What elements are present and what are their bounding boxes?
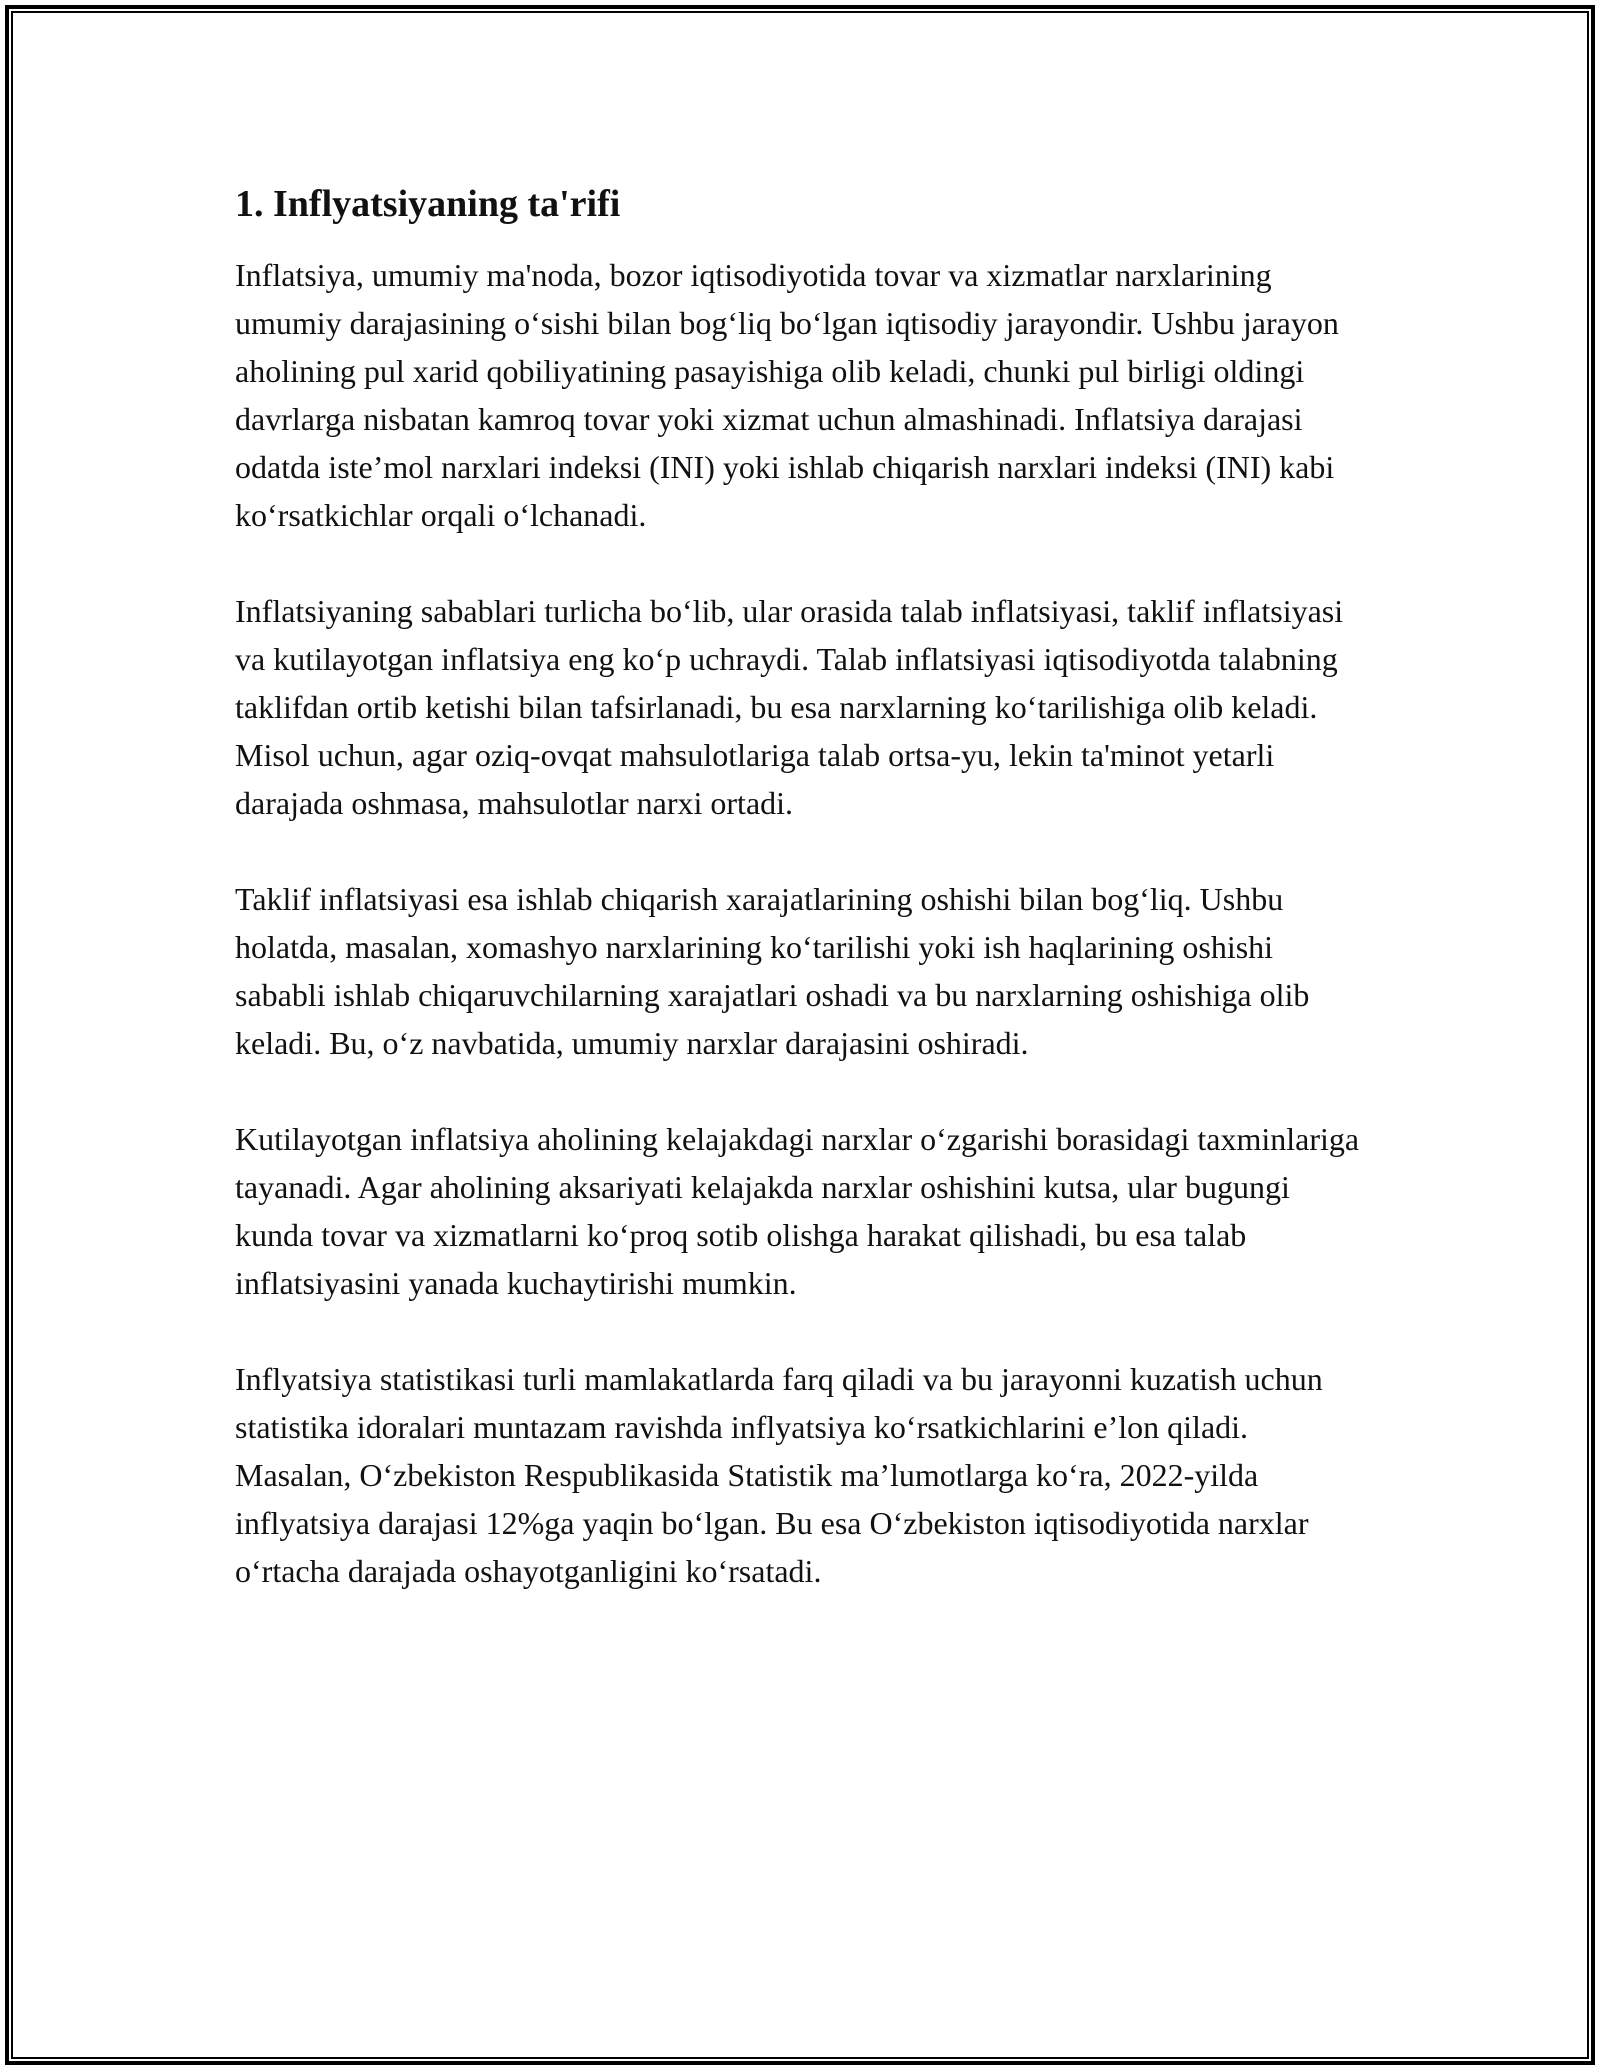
paragraph-expected-inflation: Kutilayotgan inflatsiya aholining kelajakdagi narxlar o‘zgarishi borasidagi taxminlariga tayanadi. Agar aholining aksariyati kelajakda narxlar oshishini kutsa, ular bugungi kunda tovar va xizmatlarni ko‘proq sotib olishga harakat qilishadi, bu esa talab inflatsiyasini yanada kuchaytirishi mumkin. [235,1121,1360,1302]
document-body [235,180,1370,1643]
paragraph-definition: Inflatsiya, umumiy ma'noda, bozor iqtisodiyotida tovar va xizmatlar narxlarining umumiy darajasining o‘sishi bilan bog‘liq bo‘lgan iqtisodiy jarayondir. Ushbu jarayon aholining pul xarid qobiliyatining pasayishiga olib keladi, chunki pul birligi oldingi davrlarga nisbatan kamroq tovar yoki xizmat uchun almashinadi. Inflatsiya darajasi odatda iste’mol narxlari indeksi (INI) yoki ishlab chiqarish narxlari indeksi (INI) kabi ko‘rsatkichlar orqali o‘lchanadi. [235,257,1339,534]
section-heading: 1. Inflyatsiyaning ta'rifi [235,183,621,225]
paragraph-statistics: Inflyatsiya statistikasi turli mamlakatlarda farq qiladi va bu jarayonni kuzatish uchun statistika idoralari muntazam ravishda inflyatsiya ko‘rsatkichlarini e’lon qiladi. Masalan, O‘zbekiston Respublikasida Statistik ma’lumotlarga ko‘ra, 2022-yilda inflyatsiya darajasi 12%ga yaqin bo‘lgan. Bu esa O‘zbekiston iqtisodiyotida narxlar o‘rtacha darajada oshayotganligini ko‘rsatadi. [235,1361,1323,1590]
paragraph-causes: Inflatsiyaning sabablari turlicha bo‘lib, ular orasida talab inflatsiyasi, taklif inflatsiyasi va kutilayotgan inflatsiya eng ko‘p uchraydi. Talab inflatsiyasi iqtisodiyotda talabning taklifdan ortib ketishi bilan tafsirlanadi, bu esa narxlarning ko‘tarilishiga olib keladi. Misol uchun, agar oziq-ovqat mahsulotlariga talab ortsa-yu, lekin ta'minot yetarli darajada oshmasa, mahsulotlar narxi ortadi. [235,593,1344,822]
paragraph-supply-inflation: Taklif inflatsiyasi esa ishlab chiqarish xarajatlarining oshishi bilan bog‘liq. Ushbu holatda, masalan, xomashyo narxlarining ko‘tarilishi yoki ish haqlarining oshishi sababli ishlab chiqaruvchilarning xarajatlari oshadi va bu narxlarning oshishiga olib keladi. Bu, o‘z navbatida, umumiy narxlar darajasini oshiradi. [235,881,1310,1062]
